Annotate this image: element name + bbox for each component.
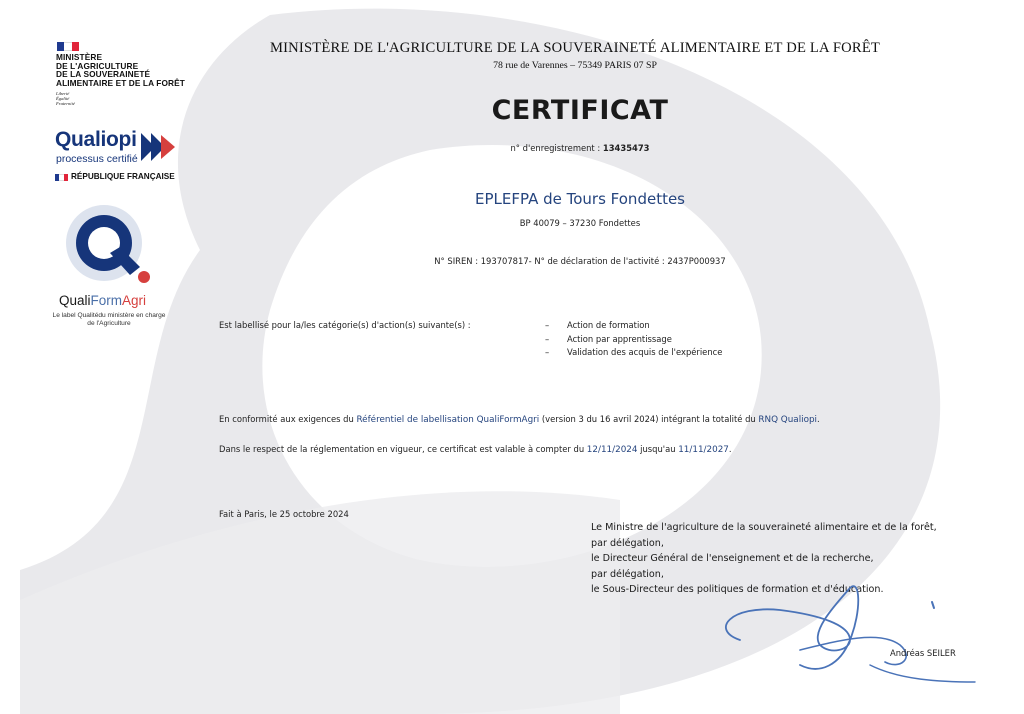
rf-red bbox=[64, 174, 68, 181]
handwritten-signature bbox=[700, 570, 1000, 700]
ministry-logo-text: MINISTÈRE DE L'AGRICULTURE DE LA SOUVERAINETÉ ALIMENTAIRE ET DE LA FORÊT bbox=[56, 52, 185, 88]
signer-name: Andréas SEILER bbox=[890, 648, 956, 658]
registration-line bbox=[430, 143, 730, 153]
validity-statement: Dans le respect de la réglementation en vigueur, ce certificat est valable à compter du 12/11/2024 jusqu'au 11/11/2027. bbox=[219, 444, 732, 455]
qfa-quali: Quali bbox=[59, 293, 91, 308]
qfa-form: Form bbox=[90, 293, 123, 308]
organization-address: BP 40079 – 37230 Fondettes bbox=[519, 218, 641, 228]
label-intro: Est labellisé pour la/les catégorie(s) d'action(s) suivante(s) : bbox=[219, 320, 471, 330]
category-label: Action de formation bbox=[567, 320, 650, 330]
certificate-title: CERTIFICAT bbox=[491, 95, 669, 126]
flag-white bbox=[64, 42, 71, 51]
signatory-line: le Directeur Général de l'enseignement et de la recherche, bbox=[591, 553, 874, 565]
valid-to-date: 11/11/2027 bbox=[678, 445, 729, 455]
signatory-line: par délégation, bbox=[591, 568, 664, 580]
referentiel-link: Référentiel de labellisation QualiFormAgri bbox=[356, 415, 540, 425]
rnq-link: RNQ Qualiopi bbox=[758, 415, 817, 425]
place-and-date: Fait à Paris, le 25 octobre 2024 bbox=[219, 509, 349, 519]
conformity-statement: En conformité aux exigences du Référentiel de labellisation QualiFormAgri (version 3 du 16 avril 2024) intégrant la totalité du RNQ Qualiopi. bbox=[219, 414, 820, 425]
qualiopi-subtitle: processus certifié bbox=[56, 153, 138, 165]
category-label: Action par apprentissage bbox=[567, 333, 672, 344]
marianne-flag-icon bbox=[57, 42, 79, 51]
republic-motto: Liberté Égalité Fraternité bbox=[56, 91, 75, 106]
list-item: – Validation des acquis de l'expérience bbox=[545, 347, 722, 361]
siren-declaration-line: N° SIREN : 193707817- N° de déclaration de l'activité : 2437P000937 bbox=[434, 256, 726, 266]
signatory-line: le Sous-Directeur des politiques de formation et d'éducation. bbox=[591, 584, 884, 596]
valid-from-date: 12/11/2024 bbox=[586, 445, 638, 455]
qualiopi-arrows-icon bbox=[141, 131, 177, 163]
category-label: Validation des acquis de l'expérience bbox=[567, 347, 723, 357]
flag-blue bbox=[57, 42, 64, 51]
republique-flag-icon bbox=[55, 174, 68, 181]
list-item: – Action par apprentissage bbox=[545, 334, 722, 348]
signatory-line: Le Ministre de l'agriculture de la souveraineté alimentaire et de la forêt, bbox=[591, 522, 937, 533]
registration-label: n° d'enregistrement : bbox=[510, 143, 601, 153]
qualiopi-logo-word: Qualiopi bbox=[55, 128, 137, 151]
qfa-agri: Agri bbox=[122, 293, 147, 308]
qualiformagri-q-icon bbox=[60, 203, 156, 289]
republique-francaise-label: RÉPUBLIQUE FRANÇAISE bbox=[71, 172, 175, 181]
registration-number: 13435473 bbox=[602, 143, 650, 153]
qualiformagri-caption: Le label Qualitédu ministère en charge de l'Agriculture bbox=[52, 312, 166, 327]
flag-red bbox=[72, 42, 79, 51]
ministry-header: MINISTÈRE DE L'AGRICULTURE DE LA SOUVERAINETÉ ALIMENTAIRE ET DE LA FORÊT bbox=[269, 40, 881, 56]
organization-name: EPLEFPA de Tours Fondettes bbox=[475, 190, 685, 208]
ministry-address: 78 rue de Varennes – 75349 PARIS 07 SP bbox=[493, 60, 657, 71]
category-list bbox=[545, 320, 722, 361]
qualiformagri-wordmark bbox=[59, 293, 146, 308]
signatory-line: par délégation, bbox=[591, 537, 664, 549]
list-item: – Action de formation bbox=[545, 320, 722, 334]
